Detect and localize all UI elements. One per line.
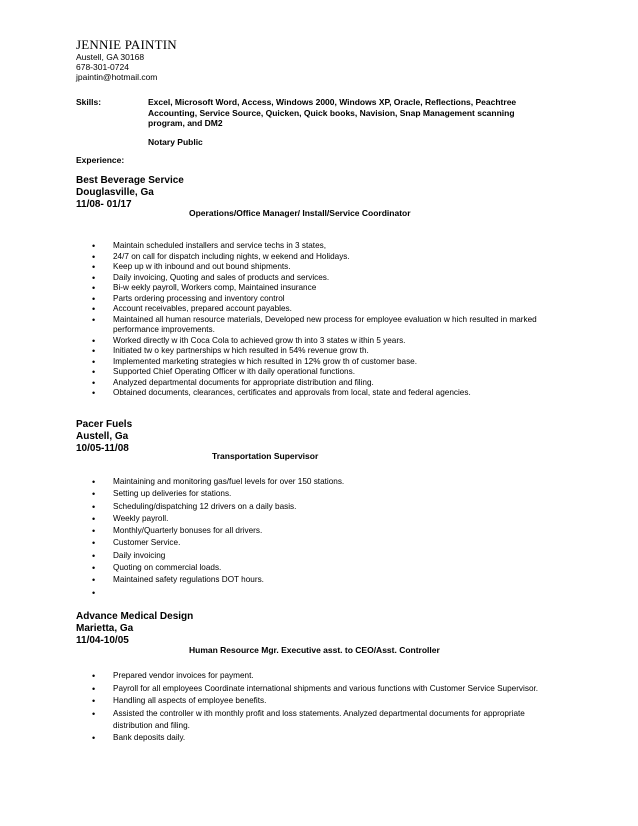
bullet-text: Prepared vendor invoices for payment. — [113, 671, 254, 680]
company-location: Austell, Ga — [76, 431, 129, 442]
bullet-text: Daily invoicing, Quoting and sales of products and services. — [113, 272, 330, 282]
bullet-item — [76, 587, 556, 599]
job-title: Operations/Office Manager/ Install/Service Coordinator — [189, 208, 411, 218]
bullet-text: Payroll for all employees Coordinate international shipments and various functions with Customer Service Supervisor. — [113, 683, 539, 693]
bullet-dot-icon: • — [92, 356, 96, 367]
bullet-text — [113, 588, 115, 597]
bullet-dot-icon: • — [92, 335, 96, 346]
bullet-dot-icon: • — [92, 550, 96, 561]
job-bullets — [76, 241, 556, 399]
bullet-dot-icon: • — [92, 696, 96, 706]
bullet-dot-icon: • — [92, 683, 96, 694]
bullet-text: Setting up deliveries for stations. — [113, 489, 232, 499]
contact-city: Austell, GA 30168 — [76, 52, 145, 62]
bullet-item — [76, 367, 556, 378]
bullet-dot-icon: • — [92, 733, 96, 743]
job-bullets — [76, 476, 556, 599]
bullet-text: Assisted the controller w ith monthly profit and loss statements. Analyzed departmental documents for appropriate distribution and filing. — [113, 708, 525, 730]
bullet-item — [76, 525, 556, 537]
notary-public: Notary Public — [148, 137, 203, 147]
bullet-item — [76, 562, 556, 574]
bullet-item — [76, 501, 556, 513]
company-location: Marietta, Ga — [76, 623, 134, 634]
bullet-dot-icon: • — [92, 262, 96, 272]
bullet-dot-icon: • — [92, 241, 96, 251]
bullet-item — [76, 708, 556, 732]
bullet-dot-icon: • — [92, 671, 96, 681]
bullet-text: Maintained all human resource materials, Developed new process for employee evaluation w hich resulted in marked performance improvements. — [113, 314, 537, 334]
bullet-text: Implemented marketing strategies w hich resulted in 12% grow th of customer base. — [113, 356, 417, 366]
bullet-item — [76, 336, 556, 347]
bullet-item — [76, 252, 556, 263]
contact-email: jpaintin@hotmail.com — [76, 72, 158, 82]
bullet-dot-icon: • — [92, 563, 96, 574]
bullet-item — [76, 378, 556, 389]
job-dates: 11/04-10/05 — [76, 635, 129, 646]
bullet-item — [76, 695, 556, 707]
bullet-dot-icon: • — [92, 251, 96, 262]
bullet-item — [76, 273, 556, 284]
bullet-dot-icon: • — [92, 587, 96, 598]
bullet-text: Monthly/Quarterly bonuses for all drivers. — [113, 526, 263, 536]
bullet-text: Scheduling/dispatching 12 drivers on a daily basis. — [113, 501, 297, 511]
bullet-text: Customer Service. — [113, 538, 181, 548]
company-name: Best Beverage Service — [76, 175, 184, 186]
bullet-dot-icon: • — [92, 293, 96, 304]
bullet-dot-icon: • — [92, 501, 96, 512]
bullet-item — [76, 550, 556, 562]
bullet-dot-icon: • — [92, 513, 96, 524]
job-dates: 10/05-11/08 — [76, 443, 129, 454]
bullet-text: Bi-w eekly payroll, Workers comp, Maintained insurance — [113, 283, 317, 292]
bullet-text: Keep up w ith inbound and out bound shipments. — [113, 262, 291, 271]
bullet-text: Maintain scheduled installers and service techs in 3 states, — [113, 241, 326, 250]
contact-phone: 678-301-0724 — [76, 62, 129, 72]
bullet-text: Supported Chief Operating Officer w ith daily operational functions. — [113, 367, 355, 376]
bullet-dot-icon: • — [92, 477, 96, 487]
bullet-dot-icon: • — [92, 489, 96, 500]
job-dates: 11/08- 01/17 — [76, 199, 132, 210]
bullet-item — [76, 304, 556, 315]
bullet-item — [76, 346, 556, 357]
bullet-item — [76, 488, 556, 500]
bullet-dot-icon: • — [92, 314, 96, 325]
company-name: Advance Medical Design — [76, 611, 194, 622]
bullet-item — [76, 262, 556, 273]
company-location: Douglasville, Ga — [76, 187, 154, 198]
bullet-item — [76, 241, 556, 252]
bullet-dot-icon: • — [92, 377, 96, 388]
bullet-text: Bank deposits daily. — [113, 733, 186, 742]
bullet-dot-icon: • — [92, 283, 96, 293]
bullet-text: Handling all aspects of employee benefits. — [113, 696, 267, 705]
bullet-text: Maintained safety regulations DOT hours. — [113, 575, 264, 585]
bullet-item — [76, 537, 556, 549]
bullet-item — [76, 683, 556, 695]
job-bullets — [76, 670, 556, 745]
bullet-item — [76, 357, 556, 368]
bullet-text: Daily invoicing — [113, 550, 166, 560]
job-title: Transportation Supervisor — [212, 451, 319, 461]
bullet-text: Analyzed departmental documents for appropriate distribution and filing. — [113, 377, 374, 387]
bullet-text: Parts ordering processing and inventory control — [113, 293, 285, 303]
bullet-text: Worked directly w ith Coca Cola to achieved grow th into 3 states w ithin 5 years. — [113, 335, 406, 345]
candidate-name: JENNIE PAINTIN — [76, 37, 177, 52]
bullet-dot-icon: • — [92, 538, 96, 549]
bullet-dot-icon: • — [92, 708, 96, 719]
bullet-dot-icon: • — [92, 388, 96, 398]
bullet-dot-icon: • — [92, 346, 96, 356]
bullet-text: Maintaining and monitoring gas/fuel levels for over 150 stations. — [113, 477, 345, 486]
bullet-text: Initiated tw o key partnerships w hich resulted in 54% revenue grow th. — [113, 346, 369, 355]
bullet-dot-icon: • — [92, 304, 96, 314]
bullet-item — [76, 513, 556, 525]
bullet-dot-icon: • — [92, 575, 96, 586]
bullet-text: Weekly payroll. — [113, 513, 169, 523]
skills-label: Skills: — [76, 97, 102, 107]
bullet-item — [76, 388, 556, 399]
bullet-text: 24/7 on call for dispatch including nights, w eekend and Holidays. — [113, 251, 350, 261]
company-name: Pacer Fuels — [76, 419, 133, 430]
bullet-item — [76, 294, 556, 305]
bullet-dot-icon: • — [92, 367, 96, 377]
bullet-item — [76, 476, 556, 488]
bullet-item — [76, 732, 556, 744]
bullet-dot-icon: • — [92, 272, 96, 283]
skills-list: Excel, Microsoft Word, Access, Windows 2000, Windows XP, Oracle, Reflections, Peachtree Accounting, Service Source, Quicken, Quick books, Navision, Snap Management scanning program, and DM2 — [148, 97, 517, 128]
job-title: Human Resource Mgr. Executive asst. to CEO/Asst. Controller — [189, 645, 440, 655]
bullet-item — [76, 574, 556, 586]
bullet-item — [76, 670, 556, 682]
bullet-item — [76, 283, 556, 294]
bullet-text: Account receivables, prepared account payables. — [113, 304, 292, 313]
bullet-text: Quoting on commercial loads. — [113, 563, 222, 573]
bullet-text: Obtained documents, clearances, certificates and approvals from local, state and federal agencies. — [113, 388, 471, 397]
bullet-item — [76, 315, 556, 336]
bullet-dot-icon: • — [92, 526, 96, 537]
experience-heading: Experience: — [76, 155, 125, 165]
